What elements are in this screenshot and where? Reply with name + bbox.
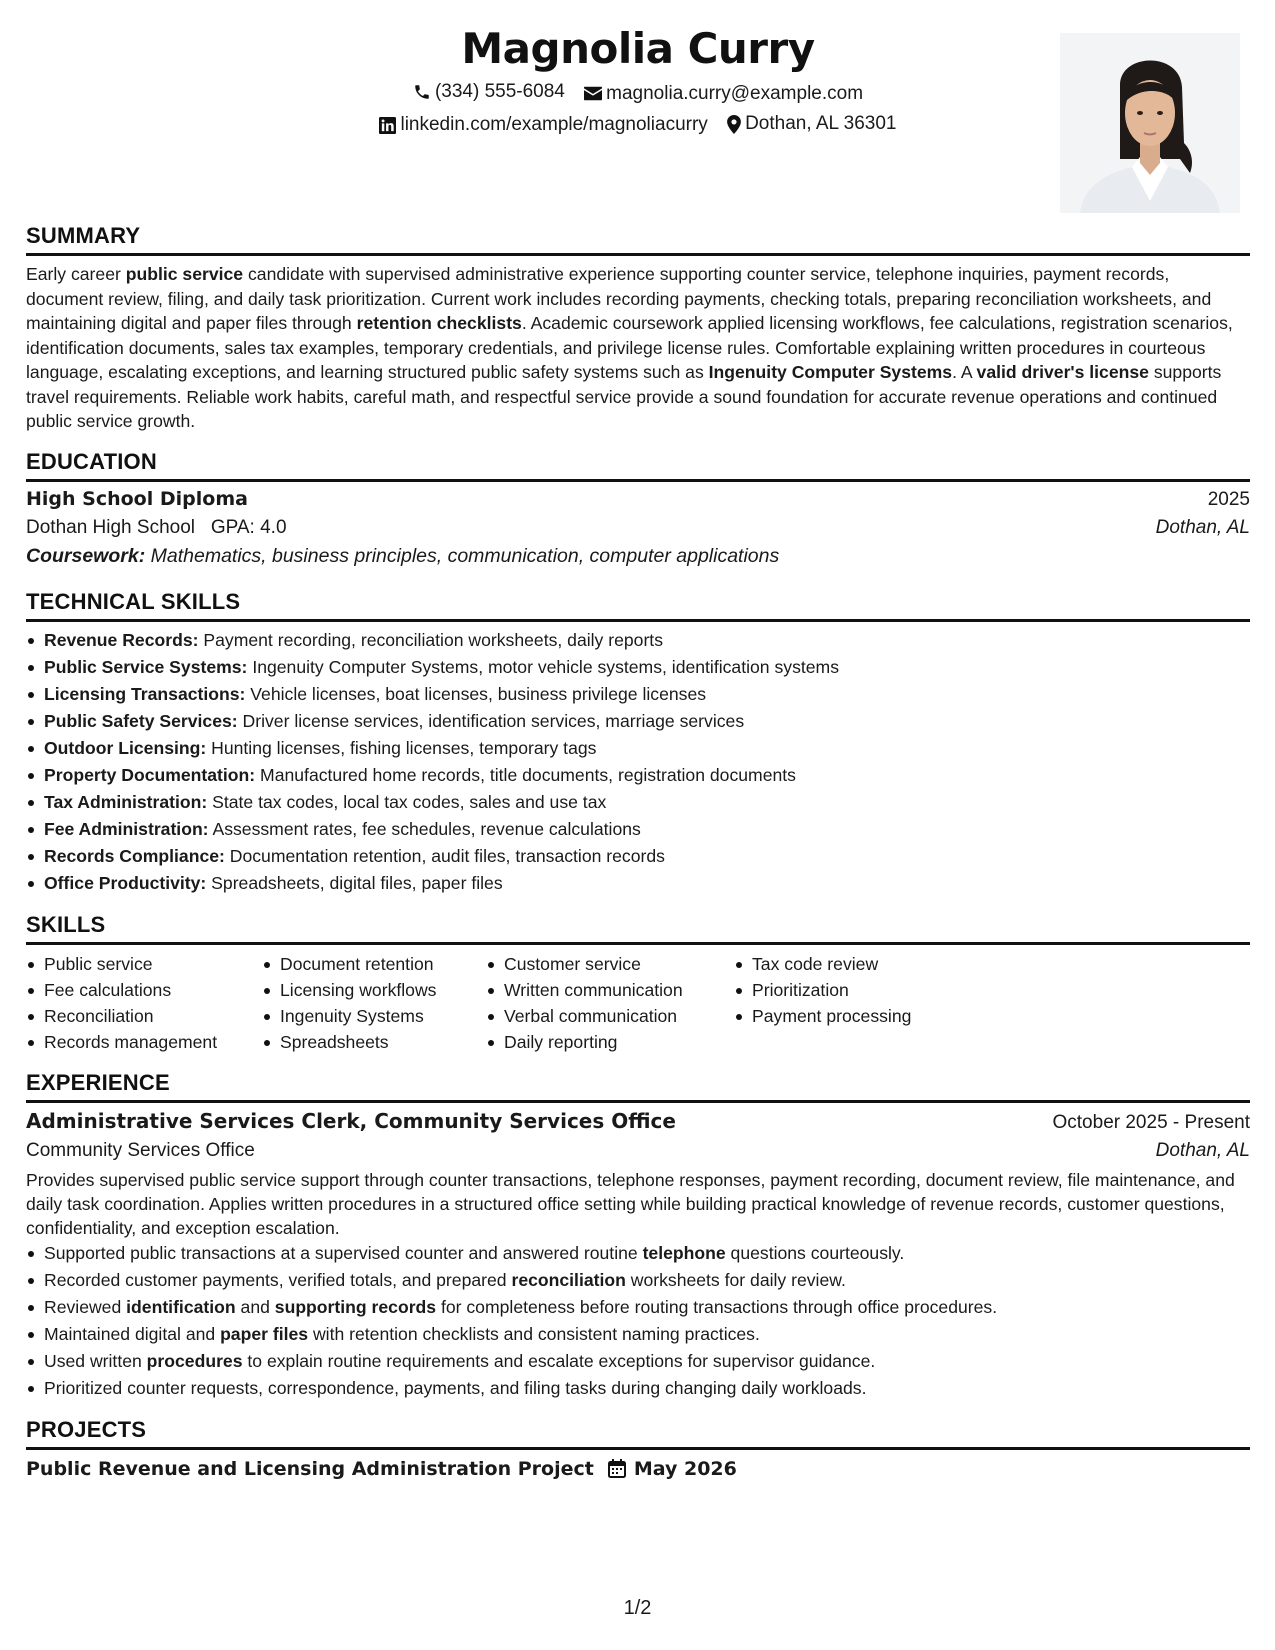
skill-item: Public service [44,951,262,977]
job-bullets [26,1240,1250,1402]
job-bullet: Reviewed identification and supporting records for completeness before routing transactions through office procedures. [44,1294,1250,1321]
education-heading: EDUCATION [26,448,1250,482]
education-coursework [26,545,1250,568]
skill-item: Written communication [504,977,734,1003]
technical-skill-label: Fee Administration: [44,818,209,839]
skill-item: Daily reporting [504,1029,734,1055]
technical-skill-label: Public Service Systems: [44,656,248,677]
technical-skill-item [44,681,1250,708]
job-bullet: Supported public transactions at a supervised counter and answered routine telephone questions courteously. [44,1240,1250,1267]
map-pin-icon [727,115,741,134]
skills-column [734,951,972,1055]
skills-column [486,951,734,1055]
technical-skill-text: Ingenuity Computer Systems, motor vehicle systems, identification systems [252,656,839,677]
coursework-label: Coursework: [26,544,146,567]
job-bullet: Prioritized counter requests, correspondence, payments, and filing tasks during changing daily workloads. [44,1375,1250,1402]
education-school-line [26,517,287,539]
experience-section [26,1069,1250,1402]
phone-contact [413,80,565,104]
technical-skill-text: Assessment rates, fee schedules, revenue calculations [212,818,641,839]
summary-heading: SUMMARY [26,222,1250,256]
project-name: Public Revenue and Licensing Administration Project [26,1457,594,1480]
page-number: 1/2 [623,1597,652,1619]
technical-skill-text: Spreadsheets, digital files, paper files [211,872,503,893]
skills-section [26,911,1250,1055]
phone-text: (334) 555-6084 [434,81,565,102]
coursework-text: Mathematics, business principles, communication, computer applications [150,544,780,567]
education-year: 2025 [1207,488,1250,510]
summary-paragraph: Early career public service candidate with supervised administrative experience supporting counter service, telephone inquiries, payment records, document review, filing, and daily task prioritization. Current work includes recording payments, checking totals, preparing reconciliation worksheets, and maintaining digital and paper files through retention checklists. Academic coursework applied licensing workflows, fee calculations, registration scenarios, identification documents, sales tax examples, temporary credentials, and privilege license rules. Comfortable explaining written procedures in courteous language, escalating exceptions, and learning structured public safety systems such as Ingenuity Computer Systems. A valid driver's license supports travel requirements. Reliable work habits, careful math, and respectful service provide a sound foundation for accurate revenue operations and continued public service growth. [26,264,1233,431]
linkedin-text: linkedin.com/example/magnoliacurry [400,114,708,135]
skill-item: Tax code review [752,951,972,977]
education-school-row [26,517,1250,539]
location-text: Dothan, AL 36301 [745,113,897,134]
technical-skill-label: Tax Administration: [44,791,208,812]
technical-skill-label: Licensing Transactions: [44,683,246,704]
profile-photo [1060,33,1240,213]
summary-section [26,222,1250,434]
education-location: Dothan, AL [1155,516,1250,538]
location-contact [727,112,896,136]
technical-skill-text: Hunting licenses, fishing licenses, temporary tags [211,737,597,758]
technical-skill-item [44,843,1250,870]
job-title: Administrative Services Clerk, Community Services Office [26,1108,676,1133]
technical-skill-item [44,627,1250,654]
skill-item: Spreadsheets [280,1029,486,1055]
education-gpa: GPA: 4.0 [210,516,287,538]
projects-section [26,1416,1250,1480]
technical-skills-heading: TECHNICAL SKILLS [26,588,1250,622]
job-bullet: Maintained digital and paper files with retention checklists and consistent naming practices. [44,1321,1250,1348]
skills-heading: SKILLS [26,911,1250,945]
technical-skill-label: Records Compliance: [44,845,225,866]
skill-item: Reconciliation [44,1003,262,1029]
skill-item: Fee calculations [44,977,262,1003]
resume-header [26,0,1250,222]
skill-item: Ingenuity Systems [280,1003,486,1029]
job-bullet: Recorded customer payments, verified totals, and prepared reconciliation worksheets for daily review. [44,1267,1250,1294]
technical-skill-label: Revenue Records: [44,629,199,650]
technical-skill-label: Office Productivity: [44,872,207,893]
linkedin-icon [379,117,396,134]
skill-item: Verbal communication [504,1003,734,1029]
technical-skill-item [44,816,1250,843]
technical-skill-label: Public Safety Services: [44,710,238,731]
technical-skill-item [44,762,1250,789]
email-contact[interactable] [584,82,863,106]
linkedin-contact[interactable] [379,113,707,137]
technical-skill-label: Outdoor Licensing: [44,737,207,758]
skills-grid [26,951,1250,1055]
technical-skill-item [44,789,1250,816]
job-title-row [26,1109,1250,1134]
job-org-row [26,1140,1250,1162]
skill-item: Records management [44,1029,262,1055]
calendar-icon [608,1459,626,1478]
skill-item: Document retention [280,951,486,977]
technical-skill-text: Manufactured home records, title documents, registration documents [260,764,796,785]
job-org: Community Services Office [26,1139,255,1161]
job-description: Provides supervised public service support through counter transactions, telephone responses, payment recording, document review, file maintenance, and daily task coordination. Applies written procedures in a structured office setting while building practical knowledge of revenue records, customer questions, confidentiality, and exception escalation. [26,1169,1235,1238]
education-school: Dothan High School [26,516,195,538]
project-date: May 2026 [633,1457,737,1480]
skill-item: Customer service [504,951,734,977]
projects-heading: PROJECTS [26,1416,1250,1450]
education-degree-row [26,488,1250,511]
education-section [26,448,1250,568]
technical-skill-item [44,708,1250,735]
education-degree: High School Diploma [26,487,248,510]
project-item [26,1458,1250,1480]
skill-item: Licensing workflows [280,977,486,1003]
skills-column [26,951,262,1055]
job-location: Dothan, AL [1155,1139,1250,1161]
technical-skill-label: Property Documentation: [44,764,256,785]
technical-skills-list [26,627,1250,897]
technical-skill-item [44,654,1250,681]
technical-skill-text: Documentation retention, audit files, transaction records [229,845,665,866]
email-text: magnolia.curry@example.com [606,82,864,104]
job-bullet: Used written procedures to explain routine requirements and escalate exceptions for supervisor guidance. [44,1348,1250,1375]
candidate-name: Magnolia Curry [461,24,815,73]
technical-skill-text: State tax codes, local tax codes, sales and use tax [212,791,607,812]
skill-item: Prioritization [752,977,972,1003]
technical-skill-text: Vehicle licenses, boat licenses, business privilege licenses [250,683,707,704]
skill-item: Payment processing [752,1003,972,1029]
skills-column [262,951,486,1055]
technical-skill-text: Payment recording, reconciliation worksheets, daily reports [203,629,663,650]
technical-skill-text: Driver license services, identification services, marriage services [242,710,745,731]
envelope-icon [584,86,602,101]
technical-skill-item [44,870,1250,897]
technical-skills-section [26,588,1250,897]
phone-icon [413,83,431,101]
resume-page [26,0,1250,1480]
technical-skill-item [44,735,1250,762]
job-dates: October 2025 - Present [1052,1111,1250,1133]
experience-heading: EXPERIENCE [26,1069,1250,1103]
